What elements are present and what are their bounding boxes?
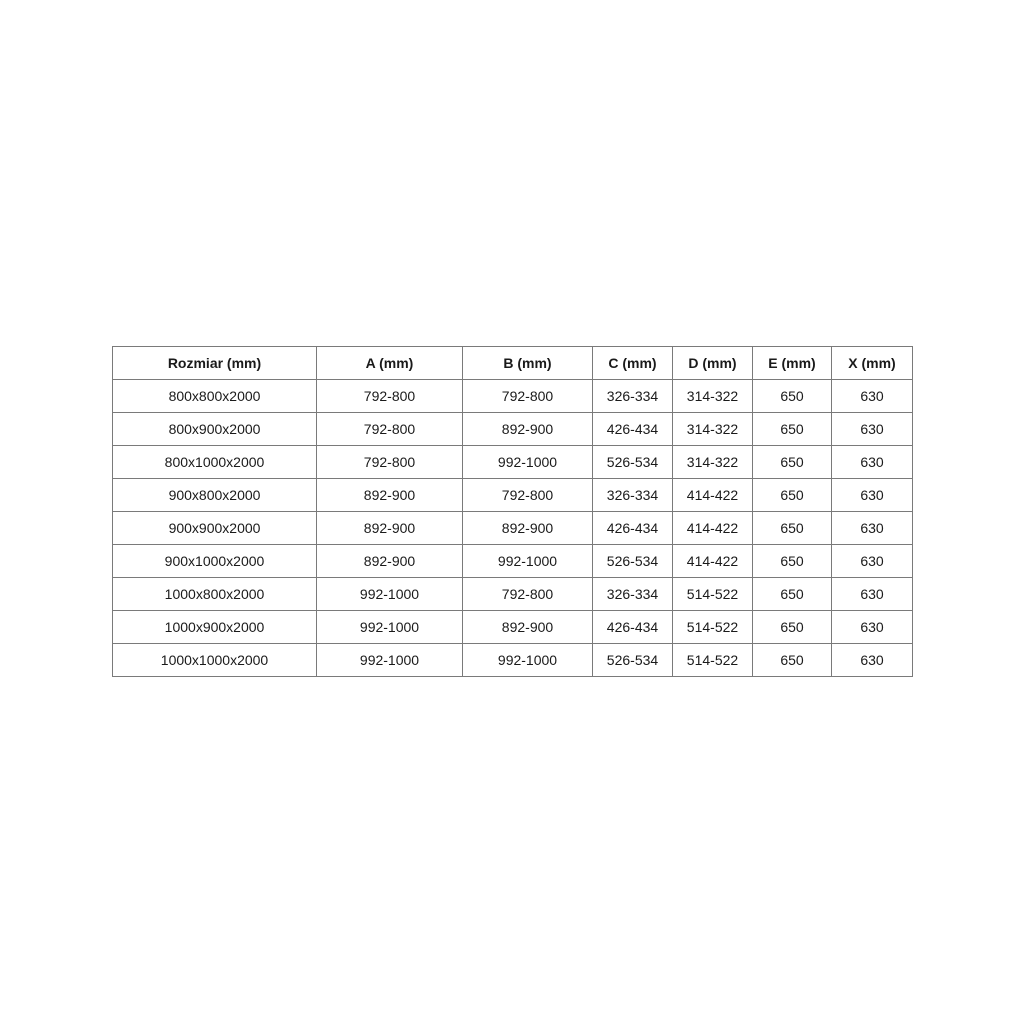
cell-e: 650	[753, 611, 832, 644]
cell-b: 992-1000	[463, 446, 593, 479]
header-cell-a: A (mm)	[317, 347, 463, 380]
table-row	[113, 644, 913, 677]
header-cell-c: C (mm)	[593, 347, 673, 380]
cell-b: 792-800	[463, 479, 593, 512]
cell-b: 792-800	[463, 578, 593, 611]
table-row	[113, 413, 913, 446]
cell-e: 650	[753, 479, 832, 512]
table-row	[113, 512, 913, 545]
cell-a: 792-800	[317, 380, 463, 413]
dimensions-table	[112, 346, 913, 677]
cell-d: 414-422	[673, 512, 753, 545]
cell-e: 650	[753, 578, 832, 611]
cell-d: 314-322	[673, 446, 753, 479]
cell-c: 426-434	[593, 413, 673, 446]
cell-a: 992-1000	[317, 611, 463, 644]
cell-size: 800x800x2000	[113, 380, 317, 413]
cell-e: 650	[753, 446, 832, 479]
cell-b: 892-900	[463, 611, 593, 644]
cell-e: 650	[753, 545, 832, 578]
cell-x: 630	[832, 644, 913, 677]
cell-d: 314-322	[673, 380, 753, 413]
cell-c: 326-334	[593, 380, 673, 413]
header-cell-b: B (mm)	[463, 347, 593, 380]
cell-d: 514-522	[673, 578, 753, 611]
cell-x: 630	[832, 479, 913, 512]
table-header	[113, 347, 913, 380]
cell-c: 426-434	[593, 611, 673, 644]
cell-a: 892-900	[317, 512, 463, 545]
cell-x: 630	[832, 611, 913, 644]
header-cell-size: Rozmiar (mm)	[113, 347, 317, 380]
cell-b: 892-900	[463, 512, 593, 545]
cell-b: 992-1000	[463, 545, 593, 578]
cell-c: 526-534	[593, 446, 673, 479]
cell-c: 326-334	[593, 578, 673, 611]
cell-a: 892-900	[317, 479, 463, 512]
table-row	[113, 479, 913, 512]
cell-e: 650	[753, 380, 832, 413]
cell-size: 900x900x2000	[113, 512, 317, 545]
cell-d: 514-522	[673, 611, 753, 644]
cell-e: 650	[753, 413, 832, 446]
header-row	[113, 347, 913, 380]
cell-size: 900x1000x2000	[113, 545, 317, 578]
cell-a: 892-900	[317, 545, 463, 578]
cell-e: 650	[753, 644, 832, 677]
table-row	[113, 611, 913, 644]
table-body	[113, 380, 913, 677]
cell-c: 326-334	[593, 479, 673, 512]
cell-d: 514-522	[673, 644, 753, 677]
cell-x: 630	[832, 380, 913, 413]
cell-a: 792-800	[317, 446, 463, 479]
table-row	[113, 578, 913, 611]
cell-size: 1000x900x2000	[113, 611, 317, 644]
cell-size: 900x800x2000	[113, 479, 317, 512]
cell-a: 992-1000	[317, 578, 463, 611]
cell-c: 426-434	[593, 512, 673, 545]
cell-size: 1000x1000x2000	[113, 644, 317, 677]
cell-d: 314-322	[673, 413, 753, 446]
cell-b: 892-900	[463, 413, 593, 446]
cell-c: 526-534	[593, 545, 673, 578]
header-cell-d: D (mm)	[673, 347, 753, 380]
cell-size: 800x900x2000	[113, 413, 317, 446]
table-row	[113, 380, 913, 413]
cell-x: 630	[832, 413, 913, 446]
table-row	[113, 545, 913, 578]
header-cell-x: X (mm)	[832, 347, 913, 380]
cell-d: 414-422	[673, 545, 753, 578]
header-cell-e: E (mm)	[753, 347, 832, 380]
cell-size: 1000x800x2000	[113, 578, 317, 611]
cell-x: 630	[832, 578, 913, 611]
cell-b: 792-800	[463, 380, 593, 413]
table-row	[113, 446, 913, 479]
cell-a: 992-1000	[317, 644, 463, 677]
cell-b: 992-1000	[463, 644, 593, 677]
cell-x: 630	[832, 512, 913, 545]
cell-c: 526-534	[593, 644, 673, 677]
cell-x: 630	[832, 446, 913, 479]
cell-d: 414-422	[673, 479, 753, 512]
cell-e: 650	[753, 512, 832, 545]
cell-size: 800x1000x2000	[113, 446, 317, 479]
cell-a: 792-800	[317, 413, 463, 446]
cell-x: 630	[832, 545, 913, 578]
